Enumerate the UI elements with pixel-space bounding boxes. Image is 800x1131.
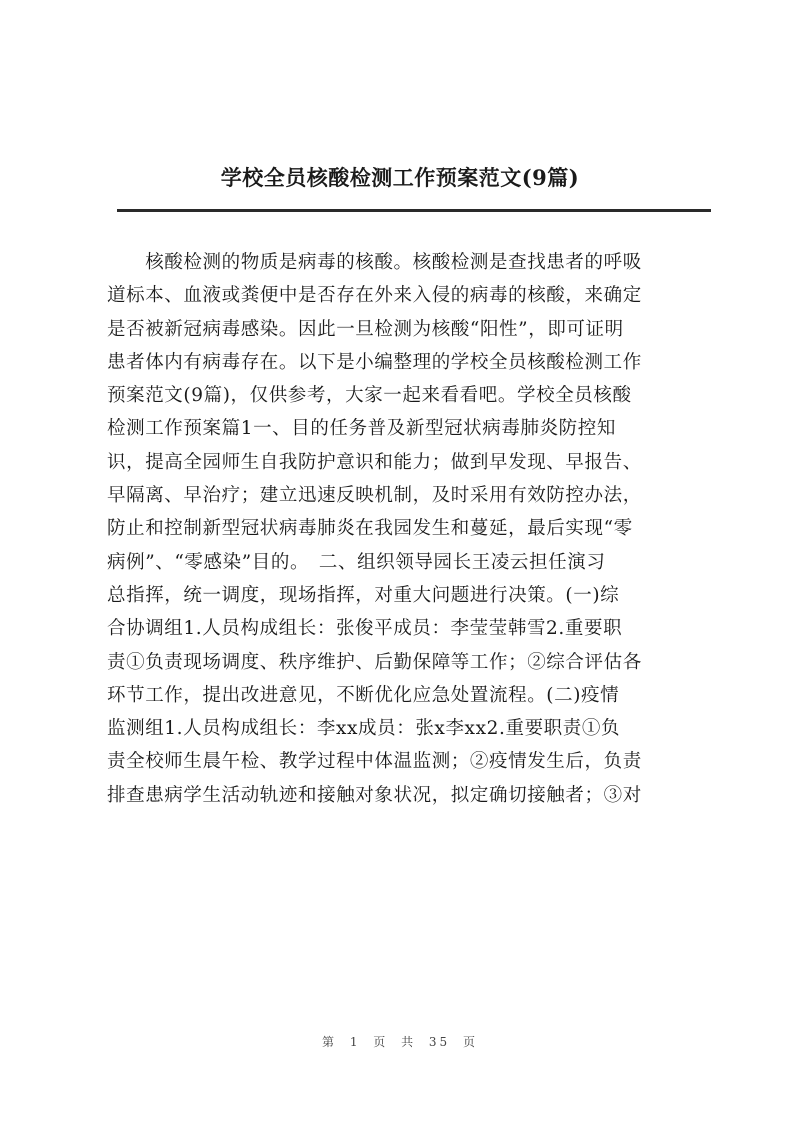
body-line: 防止和控制新型冠状病毒肺炎在我园发生和蔓延，最后实现“零	[107, 518, 633, 540]
body-line: 合协调组1.人员构成组长：张俊平成员：李莹莹韩雪2.重要职	[107, 618, 623, 640]
body-line: 早隔离、早治疗；建立迅速反映机制，及时采用有效防控办法，	[107, 485, 642, 507]
body-line: 环节工作，提出改进意见，不断优化应急处置流程。(二)疫情	[107, 684, 620, 706]
body-line: 排查患病学生活动轨迹和接触对象状况，拟定确切接触者；③对	[107, 784, 642, 806]
body-line: 预案范文(9篇)，仅供参考，大家一起来看看吧。学校全员核酸	[107, 385, 632, 407]
body-line: 核酸检测的物质是病毒的核酸。核酸检测是查找患者的呼吸	[107, 252, 642, 273]
title-divider	[117, 209, 711, 212]
body-line: 总指挥，统一调度，现场指挥，对重大问题进行决策。(一)综	[107, 584, 620, 606]
body-line: 病例”、“零感染”目的。 二、组织领导园长王凌云担任演习	[107, 551, 606, 573]
body-line: 检测工作预案篇1一、目的任务普及新型冠状病毒肺炎防控知	[107, 418, 616, 440]
body-line: 是否被新冠病毒感染。因此一旦检测为核酸“阳性”，即可证明	[107, 318, 624, 340]
page-title: 学校全员核酸检测工作预案范文(9篇)	[220, 165, 580, 190]
body-line: 责全校师生晨午检、教学过程中体温监测；②疫情发生后，负责	[107, 751, 642, 773]
body-line: 责①负责现场调度、秩序维护、后勤保障等工作；②综合评估各	[107, 651, 642, 673]
body-line: 道标本、血液或粪便中是否存在外来入侵的病毒的核酸，来确定	[107, 285, 642, 307]
page-number-footer: 第 1 页 共 35 页	[322, 1035, 478, 1049]
document-body	[107, 246, 697, 812]
body-line: 患者体内有病毒存在。以下是小编整理的学校全员核酸检测工作	[107, 351, 642, 373]
body-line: 监测组1.人员构成组长：李xx成员：张x李xx2.重要职责①负	[107, 718, 621, 740]
body-line: 识，提高全园师生自我防护意识和能力；做到早发现、早报告、	[107, 451, 642, 473]
